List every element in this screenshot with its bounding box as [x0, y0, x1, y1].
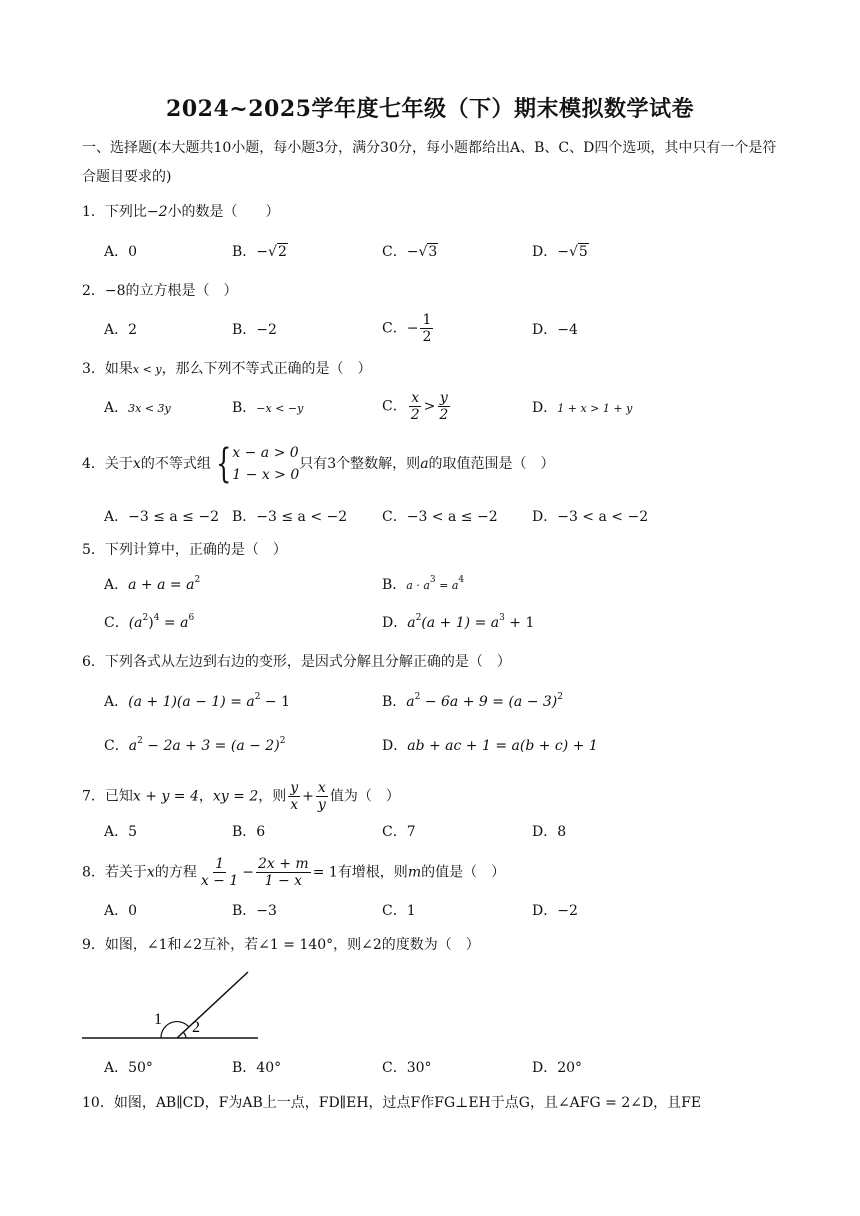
- q1-option-d[interactable]: D．−√5: [532, 244, 588, 260]
- q7-option-c[interactable]: C．7: [382, 824, 416, 840]
- q3-option-d[interactable]: D．1 + x > 1 + y: [532, 400, 633, 416]
- q3-option-a[interactable]: A．3x < 3y: [104, 400, 171, 416]
- question-6: 6．下列各式从左边到右边的变形，是因式分解且分解正确的是（ ）: [82, 654, 511, 670]
- q2-option-c[interactable]: C．− $\frac{1}{2}$: [382, 312, 432, 345]
- q4-option-a[interactable]: A．−3 ≤ a ≤ −2: [104, 509, 219, 525]
- q3-option-c[interactable]: C． $\frac{x}{2}$ > $\frac{y}{2}$: [382, 390, 449, 423]
- q6-option-c[interactable]: C．$a^2 - 2a + 3 = (a - 2)^2$: [104, 736, 286, 754]
- question-8: 8．若关于x的方程 $\frac{1}{x - 1}$ − $\frac{2x + m}{1 - x}$ = 1有增根，则m的值是（ ）: [82, 856, 506, 889]
- q6-option-b[interactable]: B．$a^2 - 6a + 9 = (a - 3)^2$: [382, 692, 563, 710]
- q2-option-a[interactable]: A．2: [104, 322, 138, 338]
- angle-figure: [82, 966, 262, 1046]
- q1-option-b[interactable]: B．−√2: [232, 244, 287, 260]
- q5-option-a[interactable]: A．$a + a = a^2$: [104, 575, 201, 593]
- q1-option-c[interactable]: C．−√3: [382, 244, 438, 260]
- question-3: 3．如果x < y，那么下列不等式正确的是（ ）: [82, 361, 372, 377]
- angle-2-arc: [183, 1032, 186, 1038]
- question-1: 1．下列比−2小的数是（ ）: [82, 204, 280, 220]
- q8-option-d[interactable]: D．−2: [532, 903, 578, 919]
- q9-option-c[interactable]: C．30°: [382, 1060, 432, 1076]
- q5-option-b[interactable]: B．$a \cdot a^3 = a^4$: [382, 575, 465, 593]
- q2-option-d[interactable]: D．−4: [532, 322, 578, 338]
- q2-option-b[interactable]: B．−2: [232, 322, 277, 338]
- q7-option-b[interactable]: B．6: [232, 824, 266, 840]
- ray: [177, 972, 248, 1038]
- q6-option-d[interactable]: D．ab + ac + 1 = a(b + c) + 1: [382, 738, 598, 754]
- inequality-system: { x − a > 0 1 − x > 0: [215, 441, 300, 487]
- q6-option-a[interactable]: A．$(a + 1)(a - 1) = a^2 - 1$: [104, 692, 291, 710]
- question-5: 5．下列计算中，正确的是（ ）: [82, 542, 287, 558]
- question-2: 2．−8的立方根是（ ）: [82, 283, 238, 299]
- q4-option-b[interactable]: B．−3 ≤ a < −2: [232, 509, 348, 525]
- section-heading: 一、选择题(本大题共10小题，每小题3分，满分30分，每小题都给出A、B、C、D四个选项，其中只有一个是符合题目要求的): [82, 140, 777, 185]
- q9-option-b[interactable]: B．40°: [232, 1060, 282, 1076]
- q1-option-a[interactable]: A．0: [104, 244, 138, 260]
- q9-option-a[interactable]: A．50°: [104, 1060, 153, 1076]
- q7-option-a[interactable]: A．5: [104, 824, 138, 840]
- q3-option-b[interactable]: B．−x < −y: [232, 400, 304, 416]
- q5-option-c[interactable]: C．$(a^2)^4 = a^6$: [104, 613, 195, 631]
- q8-option-b[interactable]: B．−3: [232, 903, 277, 919]
- q5-option-d[interactable]: D．$a^2(a + 1) = a^3 + 1$: [382, 613, 535, 631]
- angle-2-label: 2: [192, 1019, 200, 1036]
- q9-option-d[interactable]: D．20°: [532, 1060, 583, 1076]
- exam-title: 2024~2025学年度七年级（下）期末模拟数学试卷: [166, 96, 694, 122]
- q4-option-d[interactable]: D．−3 < a < −2: [532, 509, 649, 525]
- q8-option-c[interactable]: C．1: [382, 903, 416, 919]
- q8-option-a[interactable]: A．0: [104, 903, 138, 919]
- angle-1-label: 1: [154, 1011, 162, 1028]
- question-4: 4．关于x的不等式组 { x − a > 0 1 − x > 0 只有3个整数解，则a的取值范围是（ ）: [82, 441, 555, 487]
- q7-option-d[interactable]: D．8: [532, 824, 567, 840]
- question-10: 10．如图，AB∥CD，F为AB上一点，FD∥EH，过点F作FG⊥EH于点G，且∠AFG = 2∠D，且FE: [82, 1095, 702, 1111]
- q4-option-c[interactable]: C．−3 < a ≤ −2: [382, 509, 498, 525]
- question-7: 7．已知x + y = 4，xy = 2，则 $\frac{y}{x}$ + $\frac{x}{y}$ 值为（ ）: [82, 780, 400, 813]
- question-9: 9．如图，∠1和∠2互补，若∠1 = 140°，则∠2的度数为（ ）: [82, 937, 480, 953]
